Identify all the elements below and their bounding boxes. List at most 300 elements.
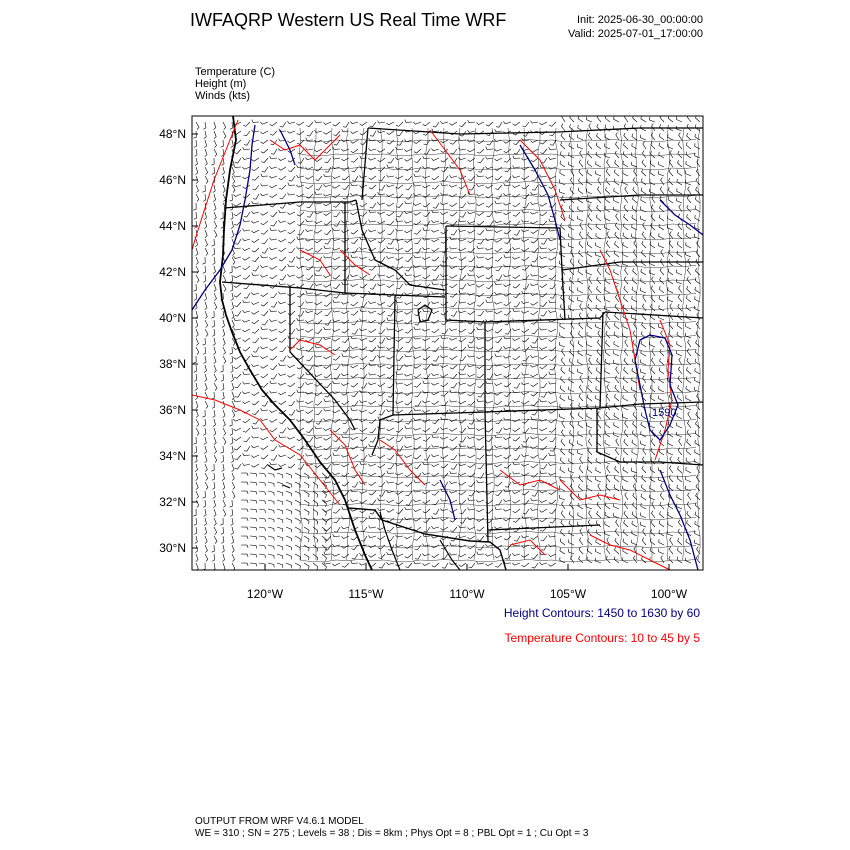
wind-barb: [659, 396, 665, 401]
wind-barb: [277, 563, 283, 568]
wind-barb: [624, 502, 628, 509]
wind-barb: [485, 257, 493, 260]
wind-barb: [269, 329, 277, 331]
wind-barb: [289, 410, 295, 415]
wind-barb: [397, 212, 403, 217]
wind-barb: [278, 158, 286, 161]
wind-barb: [230, 284, 233, 291]
wind-barb: [369, 410, 376, 414]
wind-barb: [422, 257, 430, 260]
wind-barb: [261, 446, 268, 450]
wind-barb: [268, 473, 274, 477]
wind-barb: [668, 512, 673, 518]
wind-barb: [641, 178, 646, 185]
wind-barb: [649, 270, 655, 275]
wind-barb: [286, 473, 292, 478]
wind-barb: [259, 536, 266, 540]
wind-barb: [221, 455, 224, 462]
wind-barb: [432, 401, 439, 405]
wind-barb: [659, 133, 664, 140]
wind-barb: [503, 356, 511, 358]
wind-barb: [288, 392, 295, 396]
wind-barb: [468, 176, 475, 181]
wind-barb: [352, 176, 358, 181]
wind-barb: [442, 401, 449, 406]
wind-barb: [651, 511, 655, 518]
wind-barb: [641, 422, 646, 428]
wind-barb: [405, 563, 412, 568]
wind-barb: [252, 329, 259, 333]
wind-barb: [605, 521, 610, 527]
wind-barb: [204, 437, 207, 445]
wind-barb: [232, 257, 235, 265]
wind-barb: [522, 491, 529, 495]
wind-barb: [614, 188, 619, 194]
wind-barb: [415, 239, 422, 244]
wind-barb: [334, 518, 341, 523]
wind-barb: [495, 435, 502, 438]
wind-barb: [560, 170, 565, 176]
wind-barb: [495, 185, 502, 190]
wind-barb: [522, 248, 530, 251]
wind-barb: [643, 223, 646, 230]
wind-barb: [531, 401, 538, 406]
wind-barb: [523, 203, 529, 208]
wind-barb: [514, 383, 520, 388]
wind-barb: [642, 241, 646, 248]
wind-barb: [386, 338, 394, 340]
variable-height: Height (m): [195, 78, 247, 90]
wind-barb: [278, 302, 286, 304]
wind-barb: [588, 376, 592, 383]
wind-barb: [449, 410, 457, 412]
wind-barb: [695, 512, 700, 518]
wind-barb: [561, 367, 565, 374]
wind-barb: [289, 257, 295, 262]
wind-barb: [242, 157, 250, 160]
wind-barb: [414, 455, 421, 459]
wind-barb: [252, 426, 259, 429]
wind-barb: [504, 149, 511, 153]
wind-barb: [695, 431, 700, 438]
lon-label: 120°W: [246, 587, 284, 601]
wind-barb: [379, 338, 385, 343]
wind-barb: [341, 302, 349, 304]
wind-barb: [306, 454, 314, 457]
wind-barb: [405, 158, 413, 161]
wind-barb: [550, 437, 557, 442]
wind-barb: [414, 536, 421, 540]
wind-barb: [288, 302, 295, 306]
wind-barb: [579, 385, 583, 392]
wind-barb: [333, 463, 341, 466]
wind-barb: [332, 554, 340, 556]
wind-barb: [352, 320, 359, 325]
wind-barb: [231, 455, 233, 463]
wind-barb: [287, 121, 295, 124]
wind-barb: [659, 162, 665, 168]
wind-barb: [596, 161, 601, 167]
wind-barb: [298, 311, 304, 316]
wind-barb: [343, 347, 349, 352]
wind-barb: [404, 383, 412, 386]
wind-barb: [324, 302, 331, 306]
wind-barb: [688, 412, 691, 420]
wind-barb: [369, 482, 376, 486]
wind-barb: [341, 455, 349, 457]
wind-barb: [203, 266, 206, 273]
wind-barb: [614, 322, 619, 329]
wind-barb: [242, 310, 250, 313]
wind-barb: [541, 239, 547, 244]
wind-barb: [449, 338, 457, 340]
wind-barb: [597, 421, 601, 428]
wind-barb: [596, 233, 601, 239]
wind-barb: [598, 178, 601, 186]
wind-barb: [413, 347, 421, 349]
wind-barb: [378, 230, 385, 234]
wind-barb: [579, 556, 583, 563]
wind-barb: [450, 437, 457, 441]
wind-barb: [512, 553, 520, 556]
wind-barb: [467, 212, 475, 214]
wind-barb: [251, 364, 259, 367]
wind-barb: [261, 365, 269, 368]
wind-barb: [270, 428, 277, 432]
wind-barb: [486, 428, 493, 432]
wind-barb: [287, 365, 295, 368]
wind-barb: [295, 518, 300, 524]
wind-barb: [261, 374, 268, 378]
wind-barb: [333, 122, 340, 126]
wind-barb: [512, 329, 520, 331]
wind-barb: [422, 338, 430, 341]
wind-barb: [232, 383, 234, 391]
wind-barb: [397, 131, 404, 136]
wind-barb: [578, 188, 583, 195]
wind-barb: [204, 356, 207, 364]
wind-barb: [250, 491, 257, 494]
wind-barb: [231, 527, 234, 535]
wind-barb: [548, 463, 556, 466]
wind-barb: [234, 212, 241, 216]
wind-barb: [360, 203, 367, 207]
wind-barb: [234, 203, 242, 206]
wind-barb: [232, 167, 234, 175]
wind-barb: [677, 323, 682, 330]
wind-barb: [579, 547, 583, 554]
wind-barb: [314, 221, 322, 224]
wind-barb: [494, 536, 502, 539]
wind-barb: [624, 439, 628, 446]
wind-barb: [605, 350, 610, 357]
wind-barb: [325, 239, 331, 244]
wind-barb: [468, 202, 476, 205]
wind-barb: [193, 509, 196, 516]
wind-barb: [686, 171, 692, 177]
wind-barb: [661, 484, 664, 491]
wind-barb: [441, 158, 448, 162]
wind-barb: [195, 464, 198, 472]
wind-barb: [560, 414, 566, 419]
wind-barb: [505, 167, 512, 172]
wind-barb: [679, 133, 682, 140]
wind-barb: [605, 450, 611, 456]
wind-barb: [250, 554, 257, 557]
wind-barb: [487, 140, 493, 145]
wind-barb: [396, 491, 403, 495]
wind-barb: [432, 419, 439, 424]
wind-barb: [377, 212, 385, 214]
wind-barb: [539, 275, 547, 278]
wind-barb: [530, 212, 538, 214]
wind-barb: [468, 508, 476, 511]
wind-barb: [521, 392, 529, 395]
wind-barb: [359, 329, 367, 331]
wind-barb: [441, 392, 448, 396]
wind-barb: [495, 473, 502, 477]
wind-barb: [459, 563, 466, 567]
wind-barb: [495, 282, 502, 285]
wind-barb: [540, 399, 547, 402]
wind-barb: [579, 160, 583, 167]
wind-barb: [668, 134, 673, 140]
wind-barb: [213, 347, 215, 355]
wind-barb: [233, 419, 241, 421]
wind-barb: [268, 509, 274, 513]
wind-barb: [432, 248, 439, 252]
wind-barb: [221, 527, 224, 534]
wind-barb: [596, 520, 601, 527]
wind-barb: [405, 401, 412, 405]
wind-barb: [196, 554, 198, 562]
wind-barb: [234, 446, 241, 450]
wind-barb: [678, 232, 682, 239]
wind-barb: [297, 212, 304, 216]
wind-barb: [280, 428, 286, 433]
wind-barb: [202, 563, 205, 570]
wind-barb: [324, 562, 332, 565]
wind-barb: [278, 383, 286, 385]
wind-barb: [295, 509, 300, 515]
wind-barb: [540, 203, 548, 206]
wind-barb: [305, 248, 313, 251]
wind-barb: [271, 221, 277, 226]
height-contour-legend: Height Contours: 1450 to 1630 by 60: [503, 606, 700, 620]
wind-barb: [404, 293, 412, 295]
wind-barb: [332, 176, 340, 179]
wind-barb: [305, 158, 313, 160]
wind-barb: [406, 194, 412, 199]
wind-barb: [623, 333, 629, 338]
wind-barb: [244, 437, 251, 442]
wind-barb: [577, 450, 583, 455]
wind-barb: [468, 345, 475, 348]
wind-barb: [234, 293, 241, 297]
wind-barb: [269, 166, 277, 169]
wind-barb: [360, 437, 367, 441]
wind-barb: [333, 300, 340, 303]
wind-barb: [325, 158, 332, 163]
wind-barb: [587, 323, 592, 329]
wind-barb: [322, 491, 327, 498]
wind-barb: [234, 149, 241, 154]
wind-barb: [485, 554, 493, 556]
wind-barb: [668, 278, 673, 284]
wind-barb: [368, 464, 376, 466]
wind-barb: [605, 378, 611, 383]
wind-barb: [477, 455, 484, 459]
wind-barb: [194, 374, 197, 381]
wind-barb: [252, 401, 259, 405]
wind-barb: [298, 149, 305, 154]
wind-barb: [423, 122, 430, 126]
wind-barb: [203, 491, 206, 498]
wind-barb: [669, 556, 673, 563]
wind-barb: [450, 275, 458, 278]
wind-barb: [223, 419, 225, 427]
wind-barb: [440, 203, 448, 205]
wind-barb: [531, 239, 538, 243]
wind-barb: [651, 439, 655, 446]
wind-barb: [659, 386, 664, 392]
wind-barb: [477, 399, 484, 402]
wind-barb: [220, 365, 223, 372]
wind-barb: [395, 473, 403, 475]
wind-barb: [450, 221, 457, 226]
wind-barb: [432, 185, 439, 189]
wind-barb: [404, 455, 412, 458]
wind-barb: [214, 536, 217, 544]
wind-barb: [641, 431, 646, 437]
wind-barb: [315, 426, 322, 429]
wind-barb: [270, 156, 277, 159]
wind-barb: [486, 338, 494, 341]
wind-barb: [449, 347, 457, 350]
wind-barb: [387, 471, 394, 474]
wind-barb: [530, 355, 538, 358]
wind-barb: [614, 269, 619, 275]
wind-barb: [695, 306, 701, 311]
wind-barb: [230, 275, 233, 282]
wind-barb: [342, 563, 349, 567]
wind-barb: [459, 301, 467, 304]
wind-barb: [325, 311, 332, 316]
wind-barb: [522, 444, 529, 447]
wind-barb: [314, 130, 322, 133]
wind-barb: [261, 311, 268, 316]
wind-barb: [607, 160, 610, 167]
wind-barb: [232, 410, 235, 418]
wind-barb: [333, 131, 340, 136]
wind-barb: [196, 257, 198, 265]
wind-barb: [495, 329, 502, 333]
wind-barb: [512, 257, 520, 259]
wind-barb: [467, 130, 475, 133]
wind-barb: [549, 257, 557, 260]
wind-barb: [359, 400, 367, 403]
wind-barb: [579, 484, 584, 491]
wind-barb: [495, 239, 503, 242]
wind-barb: [252, 248, 259, 252]
wind-barb: [531, 392, 538, 396]
wind-barb: [268, 545, 274, 549]
lat-label: 42°N: [159, 265, 186, 279]
wind-barb: [450, 365, 457, 369]
wind-barb: [588, 286, 592, 293]
wind-barb: [513, 284, 520, 288]
wind-barb: [522, 338, 529, 342]
wind-barb: [505, 554, 511, 559]
wind-barb: [521, 464, 529, 466]
wind-barb: [606, 169, 610, 176]
wind-barb: [512, 563, 520, 565]
wind-barb: [623, 539, 628, 545]
wind-barb: [478, 320, 484, 325]
wind-barb: [494, 374, 502, 376]
wind-barb: [687, 430, 691, 437]
wind-barb: [252, 410, 259, 415]
wind-barb: [213, 410, 216, 418]
wind-barb: [359, 257, 367, 259]
wind-barb: [569, 305, 574, 311]
wind-barb: [279, 210, 286, 213]
wind-barb: [652, 502, 655, 510]
wind-barb: [414, 302, 421, 306]
wind-barb: [341, 158, 349, 161]
wind-barb: [250, 482, 257, 485]
wind-barb: [587, 476, 592, 482]
wind-barb: [214, 527, 217, 535]
wind-barb: [486, 300, 493, 303]
wind-barb: [343, 122, 349, 127]
wind-barb: [531, 427, 539, 430]
wind-barb: [260, 437, 268, 440]
wind-barb: [196, 410, 198, 418]
wind-barb: [202, 257, 205, 264]
wind-barb: [541, 464, 547, 469]
wind-barb: [615, 529, 619, 536]
wind-barb: [279, 257, 286, 261]
wind-barb: [560, 395, 565, 401]
wind-barb: [220, 212, 223, 219]
wind-barb: [214, 455, 217, 463]
wind-barb: [685, 333, 691, 338]
wind-barb: [241, 500, 248, 503]
wind-barb: [503, 284, 511, 287]
lon-label: 115°W: [348, 587, 384, 601]
wind-barb: [351, 255, 358, 258]
wind-barb: [548, 248, 556, 251]
wind-barb: [288, 193, 296, 196]
wind-barb: [386, 122, 394, 125]
wind-barb: [450, 527, 457, 532]
wind-barb: [512, 400, 520, 403]
wind-barb: [687, 277, 691, 284]
wind-barb: [241, 536, 248, 539]
wind-barb: [232, 554, 235, 562]
wind-barb: [205, 473, 208, 481]
wind-barb: [652, 349, 655, 357]
wind-barb: [549, 356, 556, 361]
wind-barb: [634, 322, 637, 329]
wind-barb: [579, 475, 583, 482]
wind-barb: [203, 338, 206, 345]
wind-barb: [324, 536, 331, 541]
wind-barb: [212, 320, 215, 327]
wind-barb: [650, 242, 655, 248]
wind-barb: [431, 464, 439, 467]
